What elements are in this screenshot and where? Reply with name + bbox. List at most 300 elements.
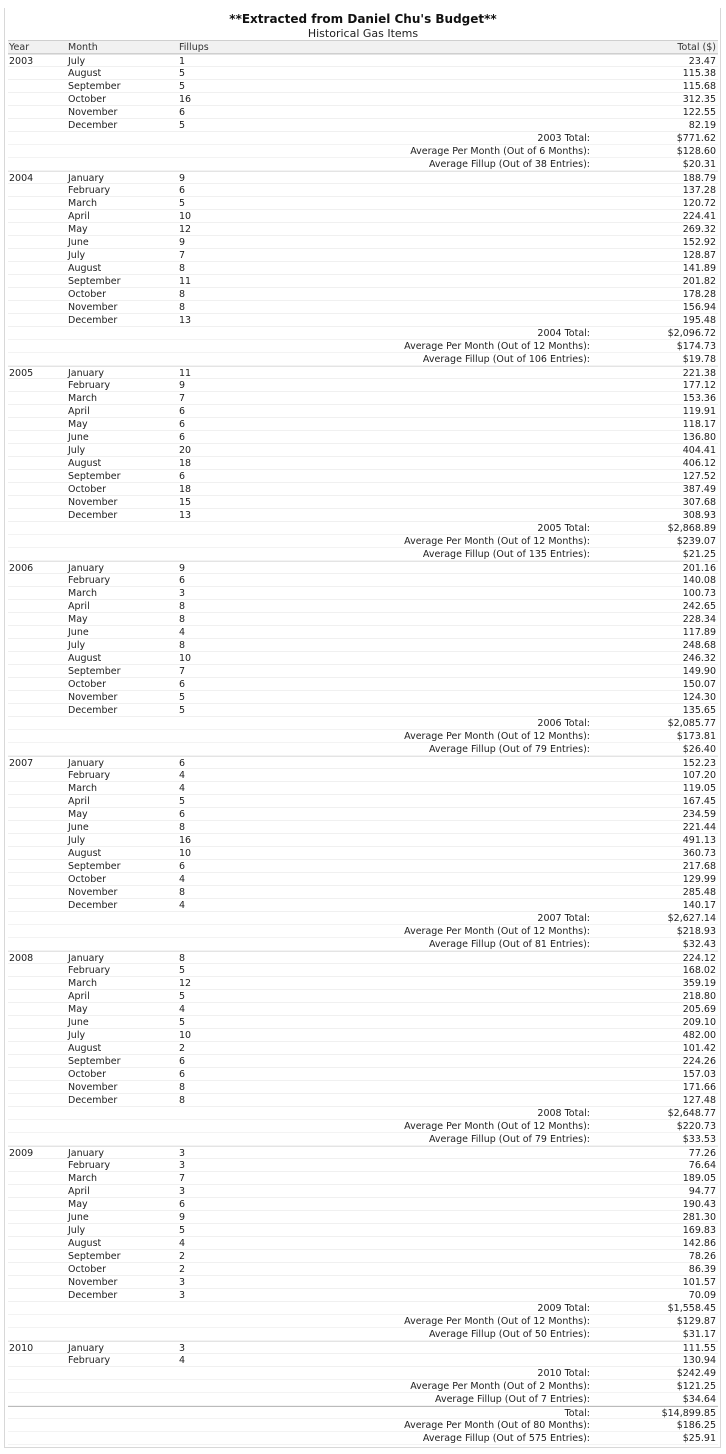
total-cell: 406.12 [682, 458, 716, 469]
report-title: **Extracted from Daniel Chu's Budget** [229, 12, 497, 26]
table-row [8, 1003, 718, 1016]
total-cell: 177.12 [682, 380, 716, 391]
table-row [8, 678, 718, 691]
total-cell: 140.17 [682, 900, 716, 911]
table-row [8, 795, 718, 808]
total-cell: 150.07 [682, 679, 716, 690]
total-cell: 23.47 [688, 56, 716, 67]
month-cell: August [68, 1238, 102, 1249]
fillups-cell: 6 [179, 406, 186, 417]
month-cell: December [68, 1290, 118, 1301]
month-cell: July [68, 250, 86, 261]
fillups-cell: 2 [179, 1251, 186, 1262]
table-row [8, 275, 718, 288]
month-cell: September [68, 666, 121, 677]
total-cell: 221.44 [682, 822, 716, 833]
month-cell: February [68, 380, 111, 391]
summary-label: Average Per Month (Out of 12 Months): [404, 926, 590, 937]
table-row [8, 418, 718, 431]
total-cell: 205.69 [682, 1004, 716, 1015]
summary-value: $21.25 [682, 549, 716, 560]
month-cell: October [68, 1264, 107, 1275]
fillups-cell: 7 [179, 250, 186, 261]
fillups-cell: 8 [179, 614, 186, 625]
fillups-cell: 4 [179, 770, 186, 781]
month-cell: May [68, 809, 88, 820]
fillups-cell: 10 [179, 211, 192, 222]
table-row [8, 405, 718, 418]
table-row [8, 808, 718, 821]
total-cell: 491.13 [682, 835, 716, 846]
table-row [8, 665, 718, 678]
fillups-cell: 5 [179, 692, 186, 703]
summary-value: $33.53 [682, 1134, 716, 1145]
table-row [8, 1159, 718, 1172]
grand-total-row [8, 1419, 718, 1432]
month-cell: January [68, 368, 105, 379]
year-cell: 2008 [9, 953, 34, 964]
summary-label: 2009 Total: [537, 1303, 590, 1314]
month-cell: January [68, 953, 105, 964]
summary-row [8, 730, 718, 743]
month-cell: January [68, 758, 105, 769]
total-cell: 118.17 [682, 419, 716, 430]
total-cell: 82.19 [688, 120, 716, 131]
summary-row [8, 1380, 718, 1393]
table-row [8, 782, 718, 795]
table-row [8, 1250, 718, 1263]
summary-row [8, 925, 718, 938]
total-cell: 120.72 [682, 198, 716, 209]
summary-row [8, 743, 718, 756]
total-cell: 224.41 [682, 211, 716, 222]
table-row [8, 1081, 718, 1094]
month-cell: March [68, 198, 97, 209]
month-cell: June [68, 627, 89, 638]
summary-label: Average Per Month (Out of 12 Months): [404, 341, 590, 352]
summary-row [8, 132, 718, 145]
month-cell: December [68, 120, 118, 131]
fillups-cell: 8 [179, 640, 186, 651]
summary-row [8, 717, 718, 730]
total-cell: 140.08 [682, 575, 716, 586]
table-row [8, 1224, 718, 1237]
total-cell: 169.83 [682, 1225, 716, 1236]
summary-label: Average Fillup (Out of 50 Entries): [428, 1329, 590, 1340]
month-cell: December [68, 705, 118, 716]
table-row [8, 210, 718, 223]
month-cell: September [68, 1056, 121, 1067]
total-column-header: Total ($) [677, 42, 716, 53]
grand-total-label: Total: [564, 1408, 590, 1419]
fillups-cell: 8 [179, 953, 186, 964]
table-row [8, 1146, 718, 1159]
month-cell: December [68, 1095, 118, 1106]
total-cell: 387.49 [682, 484, 716, 495]
total-cell: 156.94 [682, 302, 716, 313]
summary-row [8, 1393, 718, 1406]
fillups-cell: 20 [179, 445, 192, 456]
table-row [8, 626, 718, 639]
table-row [8, 704, 718, 717]
total-cell: 221.38 [682, 368, 716, 379]
month-cell: July [68, 640, 86, 651]
table-row [8, 1211, 718, 1224]
summary-value: $2,627.14 [667, 913, 716, 924]
fillups-cell: 6 [179, 471, 186, 482]
month-cell: July [68, 445, 86, 456]
table-row [8, 1237, 718, 1250]
total-cell: 168.02 [682, 965, 716, 976]
table-row [8, 1263, 718, 1276]
table-row [8, 899, 718, 912]
fillups-cell: 6 [179, 575, 186, 586]
fillups-cell: 7 [179, 1173, 186, 1184]
grand-total-value: $25.91 [682, 1433, 716, 1444]
month-cell: February [68, 770, 111, 781]
summary-label: Average Fillup (Out of 38 Entries): [428, 159, 590, 170]
table-row [8, 847, 718, 860]
total-cell: 190.43 [682, 1199, 716, 1210]
fillups-cell: 5 [179, 796, 186, 807]
table-row [8, 951, 718, 964]
month-cell: September [68, 861, 121, 872]
table-row [8, 652, 718, 665]
total-cell: 119.91 [682, 406, 716, 417]
summary-label: 2005 Total: [537, 523, 590, 534]
month-cell: August [68, 653, 102, 664]
table-row [8, 223, 718, 236]
month-cell: March [68, 978, 97, 989]
table-row [8, 509, 718, 522]
summary-label: 2006 Total: [537, 718, 590, 729]
table-row [8, 249, 718, 262]
total-cell: 124.30 [682, 692, 716, 703]
month-cell: June [68, 1017, 89, 1028]
total-cell: 217.68 [682, 861, 716, 872]
month-cell: November [68, 887, 118, 898]
month-cell: July [68, 1030, 86, 1041]
month-cell: April [68, 211, 90, 222]
summary-row [8, 1367, 718, 1380]
month-cell: May [68, 224, 88, 235]
grand-total-row [8, 1406, 718, 1419]
summary-label: 2008 Total: [537, 1108, 590, 1119]
fillups-cell: 3 [179, 588, 186, 599]
summary-label: Average Per Month (Out of 6 Months): [410, 146, 590, 157]
fillups-cell: 1 [179, 56, 186, 67]
fillups-cell: 7 [179, 666, 186, 677]
summary-value: $121.25 [676, 1381, 716, 1392]
table-row [8, 483, 718, 496]
summary-label: Average Fillup (Out of 79 Entries): [428, 744, 590, 755]
total-cell: 359.19 [682, 978, 716, 989]
table-row [8, 301, 718, 314]
month-cell: May [68, 419, 88, 430]
month-cell: July [68, 1225, 86, 1236]
fillups-cell: 18 [179, 458, 192, 469]
month-cell: April [68, 601, 90, 612]
table-row [8, 990, 718, 1003]
table-row [8, 561, 718, 574]
table-row [8, 756, 718, 769]
table-row [8, 691, 718, 704]
total-cell: 152.23 [682, 758, 716, 769]
month-cell: April [68, 796, 90, 807]
table-row [8, 314, 718, 327]
table-row [8, 1068, 718, 1081]
summary-value: $1,558.45 [667, 1303, 716, 1314]
total-cell: 127.48 [682, 1095, 716, 1106]
grand-total-label: Average Fillup (Out of 575 Entries): [422, 1433, 590, 1444]
summary-row [8, 1107, 718, 1120]
month-cell: March [68, 783, 97, 794]
summary-row [8, 522, 718, 535]
table-row [8, 873, 718, 886]
fillups-cell: 13 [179, 510, 192, 521]
total-cell: 312.35 [682, 94, 716, 105]
total-cell: 209.10 [682, 1017, 716, 1028]
total-cell: 285.48 [682, 887, 716, 898]
table-row [8, 54, 718, 67]
summary-value: $32.43 [682, 939, 716, 950]
month-cell: June [68, 1212, 89, 1223]
month-cell: November [68, 692, 118, 703]
month-cell: April [68, 406, 90, 417]
total-cell: 111.55 [682, 1343, 716, 1354]
summary-label: 2004 Total: [537, 328, 590, 339]
fillups-cell: 4 [179, 900, 186, 911]
month-cell: March [68, 1173, 97, 1184]
fillups-cell: 9 [179, 563, 186, 574]
total-cell: 135.65 [682, 705, 716, 716]
table-row [8, 119, 718, 132]
month-cell: December [68, 510, 118, 521]
month-cell: May [68, 614, 88, 625]
table-row [8, 80, 718, 93]
summary-value: $20.31 [682, 159, 716, 170]
total-cell: 308.93 [682, 510, 716, 521]
table-row [8, 600, 718, 613]
total-cell: 269.32 [682, 224, 716, 235]
summary-row [8, 548, 718, 561]
table-row [8, 67, 718, 80]
total-cell: 228.34 [682, 614, 716, 625]
fillups-cell: 6 [179, 679, 186, 690]
total-cell: 152.92 [682, 237, 716, 248]
month-cell: June [68, 237, 89, 248]
total-cell: 307.68 [682, 497, 716, 508]
month-cell: April [68, 1186, 90, 1197]
table-row [8, 574, 718, 587]
report-subtitle: Historical Gas Items [307, 27, 419, 40]
fillups-cell: 3 [179, 1160, 186, 1171]
month-cell: December [68, 315, 118, 326]
fillups-cell: 8 [179, 601, 186, 612]
fillups-cell: 8 [179, 263, 186, 274]
fillups-cell: 6 [179, 1199, 186, 1210]
table-row [8, 444, 718, 457]
summary-value: $242.49 [676, 1368, 716, 1379]
summary-row [8, 1328, 718, 1341]
fillups-cell: 6 [179, 1069, 186, 1080]
fillups-cell: 3 [179, 1148, 186, 1159]
month-cell: February [68, 185, 111, 196]
table-row [8, 262, 718, 275]
fillups-cell: 2 [179, 1264, 186, 1275]
fillups-cell: 16 [179, 94, 192, 105]
total-cell: 189.05 [682, 1173, 716, 1184]
table-row [8, 366, 718, 379]
summary-value: $239.07 [676, 536, 716, 547]
year-cell: 2007 [9, 758, 34, 769]
fillups-cell: 9 [179, 173, 186, 184]
table-row [8, 470, 718, 483]
fillups-cell: 5 [179, 991, 186, 1002]
total-cell: 178.28 [682, 289, 716, 300]
summary-value: $34.64 [682, 1394, 716, 1405]
fillups-cell: 6 [179, 185, 186, 196]
table-row [8, 1185, 718, 1198]
total-cell: 100.73 [682, 588, 716, 599]
total-cell: 128.87 [682, 250, 716, 261]
year-cell: 2003 [9, 56, 34, 67]
table-row [8, 821, 718, 834]
grand-total-row [8, 1432, 718, 1445]
summary-row [8, 353, 718, 366]
total-cell: 149.90 [682, 666, 716, 677]
summary-label: Average Per Month (Out of 12 Months): [404, 1121, 590, 1132]
summary-row [8, 1120, 718, 1133]
table-row [8, 171, 718, 184]
summary-value: $26.40 [682, 744, 716, 755]
fillups-cell: 8 [179, 1082, 186, 1093]
summary-label: Average Fillup (Out of 7 Entries): [435, 1394, 590, 1405]
fillups-column-header: Fillups [179, 42, 209, 53]
fillups-cell: 12 [179, 978, 192, 989]
month-cell: May [68, 1199, 88, 1210]
summary-row [8, 158, 718, 171]
summary-label: Average Per Month (Out of 12 Months): [404, 731, 590, 742]
table-row [8, 496, 718, 509]
table-row [8, 197, 718, 210]
total-cell: 218.80 [682, 991, 716, 1002]
total-cell: 167.45 [682, 796, 716, 807]
table-row [8, 964, 718, 977]
total-cell: 482.00 [682, 1030, 716, 1041]
total-cell: 127.52 [682, 471, 716, 482]
grand-total-value: $14,899.85 [661, 1408, 716, 1419]
fillups-cell: 5 [179, 1225, 186, 1236]
fillups-cell: 5 [179, 120, 186, 131]
month-cell: December [68, 900, 118, 911]
fillups-cell: 6 [179, 861, 186, 872]
total-cell: 188.79 [682, 173, 716, 184]
total-cell: 86.39 [688, 1264, 716, 1275]
summary-value: $19.78 [682, 354, 716, 365]
fillups-cell: 6 [179, 419, 186, 430]
fillups-cell: 5 [179, 705, 186, 716]
fillups-cell: 3 [179, 1277, 186, 1288]
total-cell: 129.99 [682, 874, 716, 885]
fillups-cell: 8 [179, 887, 186, 898]
summary-value: $771.62 [676, 133, 716, 144]
summary-row [8, 1315, 718, 1328]
summary-value: $2,868.89 [667, 523, 716, 534]
table-row [8, 1289, 718, 1302]
table-row [8, 977, 718, 990]
month-cell: February [68, 1160, 111, 1171]
summary-row [8, 938, 718, 951]
fillups-cell: 11 [179, 368, 192, 379]
total-cell: 76.64 [688, 1160, 716, 1171]
table-row [8, 1055, 718, 1068]
total-cell: 360.73 [682, 848, 716, 859]
summary-label: Average Fillup (Out of 81 Entries): [428, 939, 590, 950]
total-cell: 234.59 [682, 809, 716, 820]
table-header [8, 40, 718, 54]
total-cell: 142.86 [682, 1238, 716, 1249]
summary-value: $220.73 [676, 1121, 716, 1132]
month-cell: October [68, 679, 107, 690]
table-row [8, 236, 718, 249]
summary-value: $2,085.77 [667, 718, 716, 729]
fillups-cell: 15 [179, 497, 192, 508]
summary-value: $31.17 [682, 1329, 716, 1340]
total-cell: 77.26 [688, 1148, 716, 1159]
month-cell: October [68, 94, 107, 105]
total-cell: 122.55 [682, 107, 716, 118]
year-cell: 2004 [9, 173, 34, 184]
total-cell: 246.32 [682, 653, 716, 664]
month-cell: August [68, 848, 102, 859]
table-row [8, 886, 718, 899]
total-cell: 248.68 [682, 640, 716, 651]
table-row [8, 288, 718, 301]
month-cell: July [68, 835, 86, 846]
table-row [8, 1094, 718, 1107]
month-cell: January [68, 563, 105, 574]
total-cell: 141.89 [682, 263, 716, 274]
summary-value: $218.93 [676, 926, 716, 937]
table-row [8, 639, 718, 652]
fillups-cell: 9 [179, 237, 186, 248]
total-cell: 101.42 [682, 1043, 716, 1054]
total-cell: 242.65 [682, 601, 716, 612]
table-row [8, 1042, 718, 1055]
table-row [8, 1341, 718, 1354]
fillups-cell: 6 [179, 107, 186, 118]
month-cell: November [68, 497, 118, 508]
total-cell: 195.48 [682, 315, 716, 326]
month-column-header: Month [68, 42, 98, 53]
total-cell: 101.57 [682, 1277, 716, 1288]
fillups-cell: 2 [179, 1043, 186, 1054]
summary-label: 2007 Total: [537, 913, 590, 924]
total-cell: 117.89 [682, 627, 716, 638]
year-column-header: Year [9, 42, 30, 53]
table-row [8, 184, 718, 197]
summary-value: $129.87 [676, 1316, 716, 1327]
table-row [8, 1029, 718, 1042]
summary-label: Average Fillup (Out of 106 Entries): [422, 354, 590, 365]
fillups-cell: 10 [179, 1030, 192, 1041]
table-row [8, 93, 718, 106]
total-cell: 136.80 [682, 432, 716, 443]
table-row [8, 1172, 718, 1185]
fillups-cell: 4 [179, 627, 186, 638]
fillups-cell: 8 [179, 302, 186, 313]
